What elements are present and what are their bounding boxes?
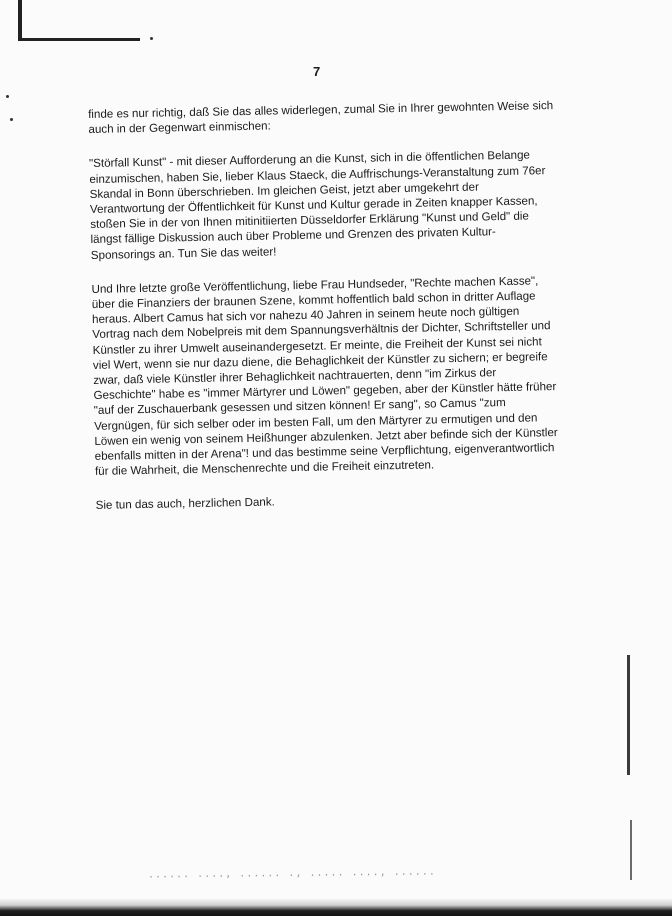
- paragraph: "Störfall Kunst" - mit dieser Aufforderung an die Kunst, sich in die öffentlichen Belange einzumischen, haben Sie, lieber Klaus Staeck, die Auffrischungs-Veranstaltung zum 76er Skandal in Bonn überschrieben. Im gleichen Geist, jetzt aber umgekehrt der Verantwortung der Öffentlichkeit für Kunst und Kultur gerade in Zeiten knapper Kassen, stoßen Sie in der von Ihnen mitinitiierten Düsseldorfer Erklärung "Kunst und Geld" die längst fällige Diskussion auch über Probleme und Grenzen des privaten Kultur-Sponsorings an. Tun Sie das weiter!: [88, 148, 546, 262]
- scan-edge-mark: [630, 820, 632, 880]
- letter-body: [88, 98, 562, 528]
- scan-speck: [150, 37, 153, 40]
- scan-bottom-edge: [0, 898, 672, 916]
- scan-border-mark: [18, 38, 140, 41]
- scan-edge-mark: [627, 655, 630, 775]
- faint-fax-header: ...... ...., ...... ., ..... ...., ......: [147, 866, 436, 881]
- paragraph: Und Ihre letzte große Veröffentlichung, liebe Frau Hundseder, "Rechte machen Kasse", über die Finanziers der braunen Szene, kommt hoffentlich bald schon in dritter Auflage heraus. Albert Camus hat sich vor nahezu 40 Jahren in seinem heute noch gültigen Vortrag nach dem Nobelpreis mit dem Spannungsverhältnis der Dichter, Schriftsteller und Künstler zu ihrer Umwelt auseinandergesetzt. Er meinte, die Freiheit der Kunst sei nicht viel Wert, wenn sie nur dazu diene, die Behaglichkeit der Künstler zu sichern; er begreife zwar, daß viele Künstler ihrer Behaglichkeit nachtrauerten, denn "im Zirkus der Geschichte" habe es "immer Märtyrer und Löwen" gegeben, aber der Künstler hätte früher "auf der Zuschauerbank gesessen und sitzen können! Er sang", so Camus "zum Vergnügen, für sich selber oder im besten Fall, um den Märtyrer zu ermutigen und den Löwen ein wenig von seinem Heißhunger abzulenken. Jetzt aber befinde sich der Künstler ebenfalls mitten in der Arena"! und das bestimme seine Verpflichtung, eigenverantwortlich für die Wahrheit, die Menschenrechte und die Freiheit einzutreten.: [91, 274, 558, 479]
- scan-speck: [10, 118, 13, 121]
- paragraph: Sie tun das auch, herzlichen Dank.: [95, 495, 275, 513]
- page-number: 7: [313, 64, 321, 79]
- scan-border-mark: [18, 0, 22, 40]
- scan-speck: [6, 95, 9, 98]
- paragraph: finde es nur richtig, daß Sie das alles widerlegen, zumal Sie in Ihrer gewohnten Weise sich auch in der Gegenwart einmischen:: [88, 99, 554, 137]
